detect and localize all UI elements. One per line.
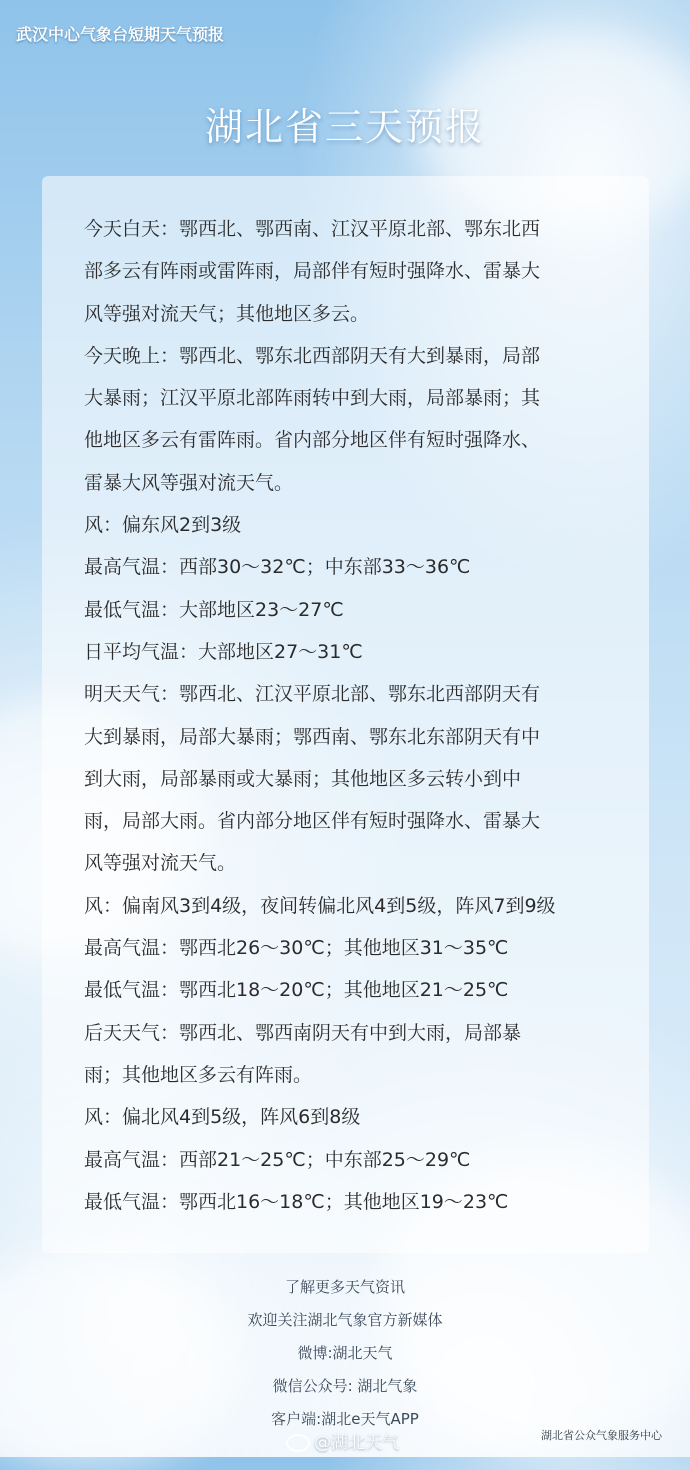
forecast-line: 后天天气：鄂西北、鄂西南阴天有中到大雨，局部暴 [84, 1021, 522, 1044]
forecast-line: 大暴雨；江汉平原北部阵雨转中到大雨，局部暴雨；其 [84, 387, 541, 410]
footer-weibo-line: 微博:湖北天气 [297, 1344, 393, 1362]
forecast-line: 今天晚上：鄂西北、鄂东北西部阴天有大到暴雨，局部 [84, 344, 541, 367]
footer-info-line: 了解更多天气资讯 [284, 1278, 405, 1296]
forecast-line: 他地区多云有雷阵雨。省内部分地区伴有短时强降水、 [84, 429, 541, 452]
forecast-line: 大到暴雨，局部大暴雨；鄂西南、鄂东北东部阴天有中 [84, 725, 541, 748]
forecast-line: 最低气温：鄂西北16～18℃；其他地区19～23℃ [84, 1190, 509, 1213]
weibo-watermark [286, 1428, 399, 1453]
forecast-line: 风：偏东风2到3级 [84, 514, 242, 537]
forecast-line: 明天天气：鄂西北、江汉平原北部、鄂东北西部阴天有 [84, 683, 541, 706]
forecast-line: 雨，局部大雨。省内部分地区伴有短时强降水、雷暴大 [84, 810, 541, 833]
footer-follow-line: 欢迎关注湖北气象官方新媒体 [247, 1311, 443, 1329]
forecast-content [84, 208, 609, 1223]
forecast-line: 最高气温：西部30～32℃；中东部33～36℃ [84, 556, 471, 579]
forecast-line: 部多云有阵雨或雷阵雨，局部伴有短时强降水、雷暴大 [84, 260, 541, 283]
forecast-line: 最高气温：鄂西北26～30℃；其他地区31～35℃ [84, 937, 509, 960]
forecast-line: 雷暴大风等强对流天气。 [84, 471, 294, 494]
forecast-line: 日平均气温：大部地区27～31℃ [84, 640, 363, 663]
forecast-line: 风等强对流天气；其他地区多云。 [84, 302, 370, 325]
forecast-line: 今天白天：鄂西北、鄂西南、江汉平原北部、鄂东北西 [84, 218, 541, 240]
forecast-line: 雨；其他地区多云有阵雨。 [84, 1063, 313, 1086]
footer-wechat-line: 微信公众号: 湖北气象 [272, 1377, 418, 1395]
forecast-line: 到大雨，局部暴雨或大暴雨；其他地区多云转小到中 [84, 767, 522, 790]
weibo-handle: @湖北天气 [314, 1433, 399, 1453]
forecast-line: 风等强对流天气。 [84, 852, 237, 875]
page-title: 湖北省三天预报 [204, 105, 485, 149]
forecast-line: 最高气温：西部21～25℃；中东部25～29℃ [84, 1148, 471, 1171]
weibo-icon [286, 1434, 310, 1452]
forecast-line: 风：偏北风4到5级，阵风6到8级 [84, 1106, 361, 1129]
footer-app-line: 客户端:湖北e天气APP [271, 1410, 419, 1428]
forecast-line: 风：偏南风3到4级，夜间转偏北风4到5级，阵风7到9级 [84, 894, 556, 917]
source-tag: 武汉中心气象台短期天气预报 [16, 25, 225, 44]
forecast-line: 最低气温：鄂西北18～20℃；其他地区21～25℃ [84, 979, 509, 1002]
forecast-line: 最低气温：大部地区23～27℃ [84, 598, 344, 621]
organization-label: 湖北省公众气象服务中心 [541, 1429, 662, 1442]
